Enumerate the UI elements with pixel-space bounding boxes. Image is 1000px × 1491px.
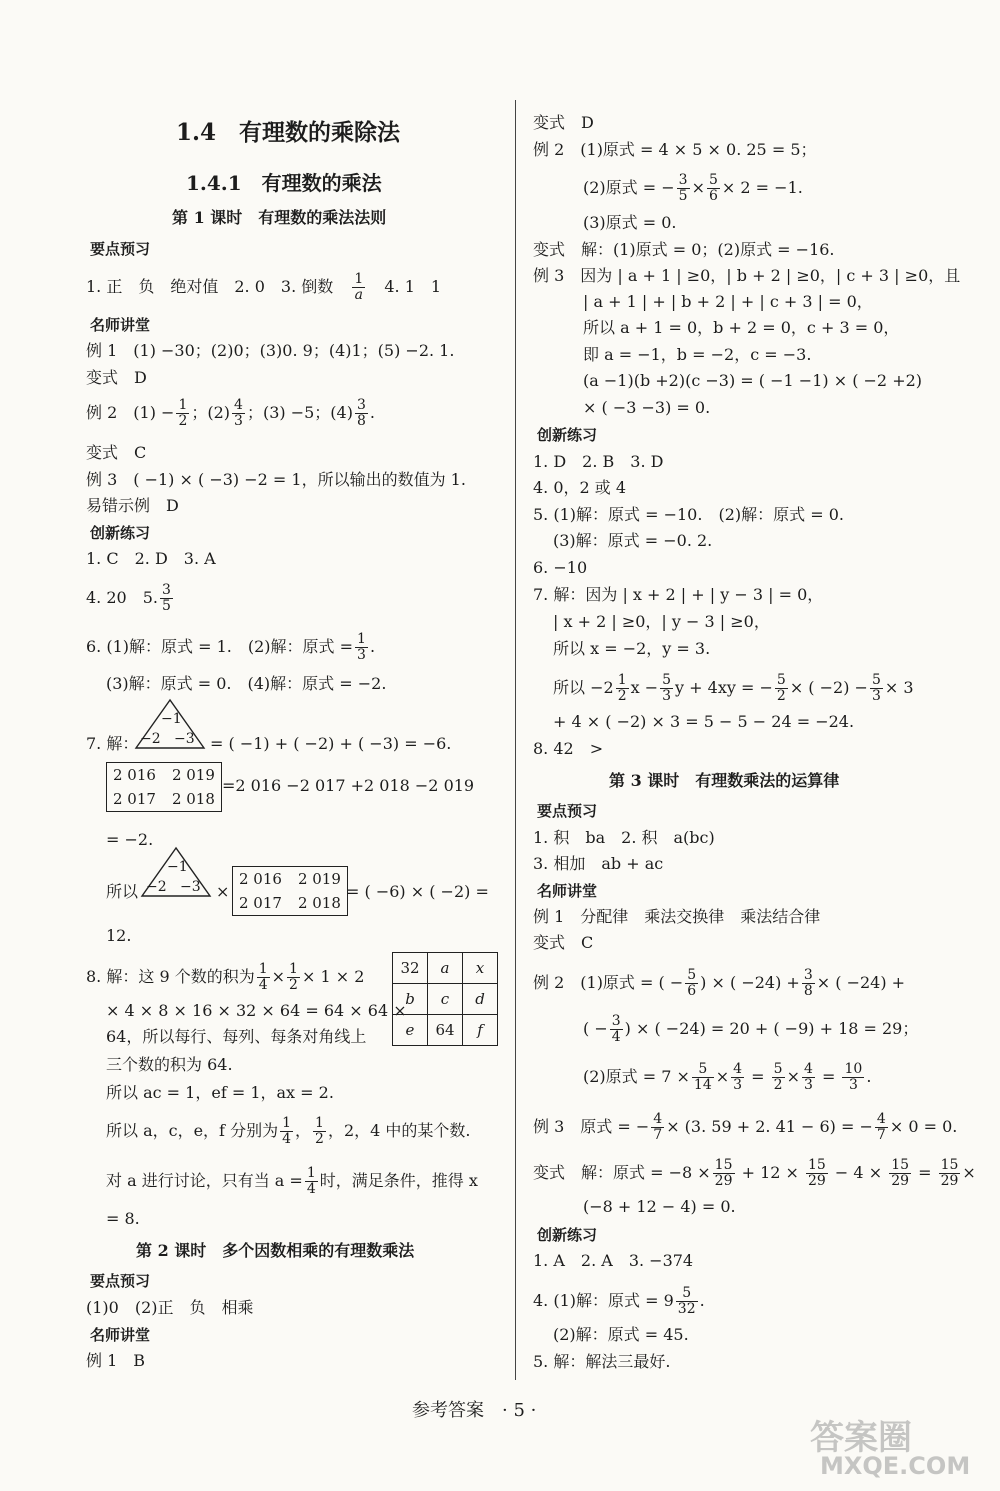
triangle-left: −2 bbox=[146, 879, 167, 895]
lesson3-variant-2: 变式 解：原式 = −8 × $\frac{15}{29}$ + 12 × $\frac{15}{29}$ − 4 × $\frac{15}{29}$ = $\frac{15}{29}$ × bbox=[533, 1157, 976, 1189]
heading-lecture: 名师讲堂 bbox=[90, 316, 151, 334]
lesson3-preview-3: 3. 相加 ab + ac bbox=[533, 854, 664, 873]
r-example-2a: 例 2 (1)原式 = 4 × 5 × 0. 25 = 5； bbox=[533, 140, 817, 159]
lesson3-example-1: 例 1 分配律 乘法交换律 乘法结合律 bbox=[533, 907, 821, 926]
practice-6a: 6. (1)解：原式 = 1. (2)解：原式 = $\frac{1}{3}$ . bbox=[86, 631, 376, 663]
r-practice-7d: 所以 −2 $\frac{1}{2}$ x − $\frac{5}{3}$ y + 4xy = − $\frac{5}{2}$ × ( −2) − $\frac{5}{3}$ × 3 bbox=[553, 672, 914, 704]
lesson3-example-2b: ( − $\frac{3}{4}$ ) × ( −24) = 20 + ( −9) + 18 = 29； bbox=[583, 1013, 919, 1045]
r-practice-8: 8. 42 > bbox=[533, 739, 604, 758]
practice-7-eq5: 12. bbox=[106, 926, 132, 945]
practice-8c: 64，所以每行、每列、每条对角线上 bbox=[106, 1027, 367, 1046]
r-practice-6: 6. −10 bbox=[533, 558, 588, 577]
r-variant-0: 变式 D bbox=[533, 113, 594, 132]
lesson3-title: 第 3 课时 有理数乘法的运算律 bbox=[609, 771, 840, 790]
lesson3-practice-5: 5. 解：解法三最好. bbox=[533, 1352, 671, 1371]
r-heading-practice-2: 创新练习 bbox=[537, 1226, 598, 1244]
practice-8j: = 8. bbox=[106, 1209, 140, 1228]
times-sign: × bbox=[216, 882, 230, 901]
triangle-left: −2 bbox=[140, 731, 161, 747]
heading-preview-2: 要点预习 bbox=[90, 1272, 151, 1290]
magic-square bbox=[392, 952, 498, 1046]
triangle-top: −1 bbox=[161, 711, 182, 727]
r-heading-lecture: 名师讲堂 bbox=[537, 882, 598, 900]
grid-cell: 2 018 bbox=[297, 894, 341, 912]
r-example-3c: 所以 a + 1 = 0，b + 2 = 0，c + 3 = 0， bbox=[583, 318, 900, 337]
r-example-3f: × ( −3 −3) = 0. bbox=[583, 398, 711, 417]
triangle-diagram-2 bbox=[140, 846, 212, 898]
r-practice-4: 4. 0，2 或 4 bbox=[533, 478, 627, 497]
magic-cell: x bbox=[463, 953, 498, 984]
lesson1-title: 第 1 课时 有理数的乘法法则 bbox=[172, 208, 387, 227]
lesson3-variant-2b: (−8 + 12 − 4) = 0. bbox=[583, 1197, 736, 1216]
r-practice-5b: (3)解：原式 = −0. 2. bbox=[553, 531, 713, 550]
r-heading-practice: 创新练习 bbox=[537, 426, 598, 444]
watermark-logo: 答案圈 bbox=[810, 1418, 912, 1458]
grid-box-1 bbox=[106, 762, 222, 812]
grid-cell: 2 018 bbox=[171, 790, 215, 808]
practice-7-eq3: = −2. bbox=[106, 830, 154, 849]
r-practice-7b: | x + 2 | ≥0，| y − 3 | ≥0， bbox=[553, 612, 770, 631]
practice-8h: 对 a 进行讨论，只有当 a = $\frac{1}{4}$ 时，满足条件，推得 x bbox=[106, 1165, 478, 1197]
lesson3-example-3: 例 3 原式 = − $\frac{4}{7}$ × (3. 59 + 2. 41 − 6) = − $\frac{4}{7}$ × 0 = 0. bbox=[533, 1111, 958, 1143]
r-practice-7a: 7. 解：因为 | x + 2 | + | y − 3 | = 0， bbox=[533, 585, 824, 604]
triangle-right: −3 bbox=[180, 879, 201, 895]
practice-8e: 所以 ac = 1，ef = 1，ax = 2. bbox=[106, 1083, 334, 1102]
column-divider bbox=[515, 100, 516, 1380]
error-example: 易错示例 D bbox=[86, 496, 179, 515]
r-example-3d: 即 a = −1，b = −2，c = −3. bbox=[583, 345, 812, 364]
grid-cell: 2 016 bbox=[113, 766, 156, 784]
grid-cell: 2 017 bbox=[239, 894, 282, 912]
r-example-3a: 例 3 因为 | a + 1 | ≥0，| b + 2 | ≥0，| c + 3 | ≥0，且 bbox=[533, 266, 961, 285]
magic-row bbox=[393, 953, 498, 984]
r-example-2b: (2)原式 = − $\frac{3}{5}$ × $\frac{5}{6}$ × 2 = −1. bbox=[583, 172, 803, 204]
grid-cell: 2 016 bbox=[239, 870, 282, 888]
practice-6b: (3)解：原式 = 0. (4)解：原式 = −2. bbox=[106, 674, 387, 693]
lesson2-title: 第 2 课时 多个因数相乘的有理数乘法 bbox=[136, 1241, 415, 1260]
practice-7-eq2: =2 016 −2 017 +2 018 −2 019 bbox=[222, 776, 475, 795]
lesson3-practice-4b: (2)解：原式 = 45. bbox=[553, 1325, 689, 1344]
r-practice-7c: 所以 x = −2，y = 3. bbox=[553, 639, 711, 658]
practice-8d: 三个数的积为 64. bbox=[106, 1055, 233, 1074]
r-practice-7e: + 4 × ( −2) × 3 = 5 − 5 − 24 = −24. bbox=[553, 712, 855, 731]
r-heading-preview: 要点预习 bbox=[537, 802, 598, 820]
lesson3-example-2c: (2)原式 = 7 × $\frac{5}{14}$ × $\frac{4}{3}$ = $\frac{5}{2}$ × $\frac{4}{3}$ = $\frac{10}{3}$ . bbox=[583, 1061, 872, 1093]
triangle-right: −3 bbox=[174, 731, 195, 747]
grid-cell: 2 019 bbox=[297, 870, 341, 888]
r-example-3b: | a + 1 | + | b + 2 | + | c + 3 | = 0， bbox=[583, 292, 873, 311]
practice-7-eq4: = ( −6) × ( −2) = bbox=[346, 882, 489, 901]
r-practice-1-3: 1. D 2. B 3. D bbox=[533, 452, 664, 471]
lesson3-preview-1: 1. 积 ba 2. 积 a(bc) bbox=[533, 828, 715, 847]
page-footer: 参考答案 · 5 · bbox=[412, 1400, 537, 1421]
grid-cell: 2 019 bbox=[171, 766, 215, 784]
triangle-top: −1 bbox=[167, 859, 188, 875]
magic-cell: 32 bbox=[393, 953, 428, 984]
magic-cell: c bbox=[428, 984, 463, 1015]
practice-7-eq1: = ( −1) + ( −2) + ( −3) = −6. bbox=[210, 734, 452, 753]
example-1: 例 1 (1) −30；(2)0；(3)0. 9；(4)1；(5) −2. 1. bbox=[86, 341, 455, 360]
magic-cell: b bbox=[393, 984, 428, 1015]
lesson3-practice-1-3: 1. A 2. A 3. −374 bbox=[533, 1251, 694, 1270]
practice-1-3: 1. C 2. D 3. A bbox=[86, 549, 216, 568]
heading-practice: 创新练习 bbox=[90, 524, 151, 542]
lesson3-practice-4a: 4. (1)解：原式 = 9 $\frac{5}{32}$ . bbox=[533, 1285, 705, 1317]
practice-8b: × 4 × 8 × 16 × 32 × 64 = 64 × 64 × bbox=[106, 1001, 407, 1020]
grid-cell: 2 017 bbox=[113, 790, 156, 808]
variant-2: 变式 C bbox=[86, 443, 147, 462]
lesson3-example-2a: 例 2 (1)原式 = ( − $\frac{5}{6}$ ) × ( −24) + $\frac{3}{8}$ × ( −24) + bbox=[533, 967, 906, 999]
practice-7-prefix: 7. 解： bbox=[86, 734, 139, 753]
r-example-2c: (3)原式 = 0. bbox=[583, 213, 677, 232]
magic-cell: e bbox=[393, 1015, 428, 1046]
grid-box-2 bbox=[232, 866, 348, 916]
magic-cell: 64 bbox=[428, 1015, 463, 1046]
watermark-url: MXQE.COM bbox=[820, 1452, 971, 1480]
section-title: 1.4.1 有理数的乘法 bbox=[186, 171, 382, 195]
r-practice-5a: 5. (1)解：原式 = −10. (2)解：原式 = 0. bbox=[533, 505, 844, 524]
magic-row bbox=[393, 1015, 498, 1046]
practice-8a: 8. 解：这 9 个数的积为 $\frac{1}{4}$ × $\frac{1}{2}$ × 1 × 2 bbox=[86, 961, 365, 993]
lesson2-example-1: 例 1 B bbox=[86, 1351, 146, 1370]
variant-1: 变式 D bbox=[86, 368, 147, 387]
magic-cell: d bbox=[463, 984, 498, 1015]
r-variant-1: 变式 解：(1)原式 = 0；(2)原式 = −16. bbox=[533, 240, 835, 259]
r-example-3e: (a −1)(b +2)(c −3) = ( −1 −1) × ( −2 +2) bbox=[583, 371, 923, 390]
practice-7-so: 所以 bbox=[106, 882, 139, 901]
lesson3-variant-1: 变式 C bbox=[533, 933, 594, 952]
practice-8f: 所以 a，c，e，f 分别为 $\frac{1}{4}$ ， $\frac{1}{2}$ ，2，4 中的某个数. bbox=[106, 1115, 471, 1147]
example-3: 例 3 ( −1) × ( −3) −2 = 1，所以输出的数值为 1. bbox=[86, 470, 466, 489]
example-2: 例 2 (1) − $\frac{1}{2}$ ；(2) $\frac{4}{3}$ ；(3) −5；(4) $\frac{3}{8}$ . bbox=[86, 397, 375, 429]
heading-preview: 要点预习 bbox=[90, 240, 151, 258]
lesson2-preview: (1)0 (2)正 负 相乘 bbox=[86, 1298, 254, 1317]
practice-4-5: 4. 20 5. $\frac{3}{5}$ bbox=[86, 582, 171, 614]
magic-cell: f bbox=[463, 1015, 498, 1046]
magic-cell: a bbox=[428, 953, 463, 984]
chapter-title: 1.4 有理数的乘除法 bbox=[176, 119, 401, 146]
heading-lecture-2: 名师讲堂 bbox=[90, 1326, 151, 1344]
triangle-diagram-1 bbox=[134, 698, 206, 750]
magic-row bbox=[393, 984, 498, 1015]
preview-answers: 1. 正 负 绝对值 2. 0 3. 倒数 $\frac{1}{a}$ 4. 1 1 bbox=[86, 271, 442, 303]
